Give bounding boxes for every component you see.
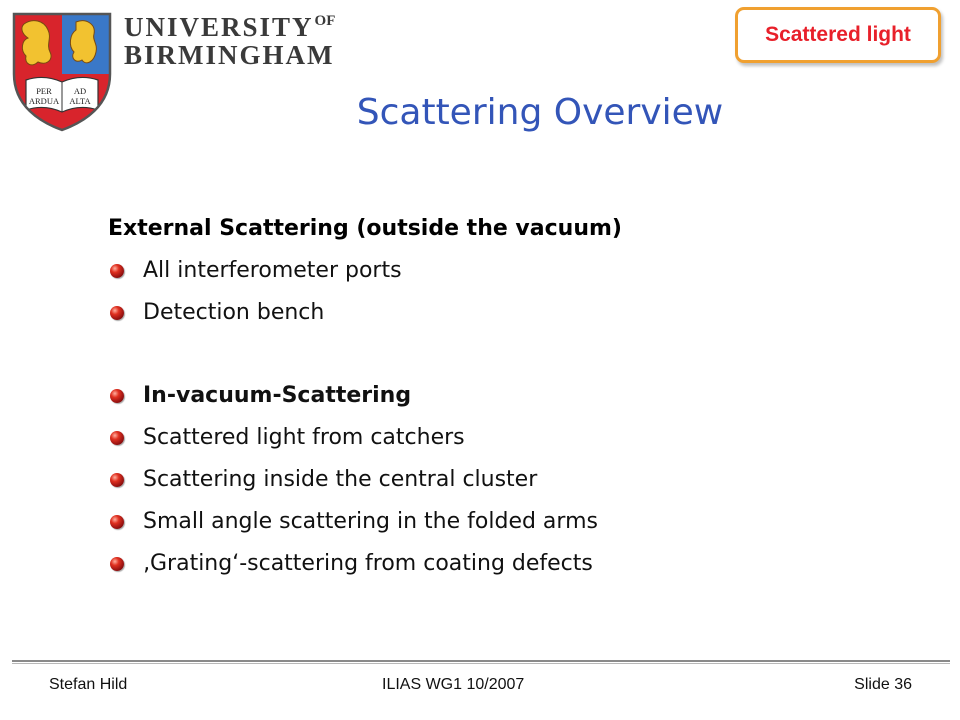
bullet-item	[108, 250, 928, 292]
bullet-item	[108, 501, 928, 543]
footer-slide-number: Slide 36	[854, 676, 912, 693]
bullet-item	[108, 459, 928, 501]
bullet-icon	[110, 264, 124, 278]
logo-of: OF	[314, 13, 336, 29]
footer-event: ILIAS WG1 10/2007	[382, 676, 525, 693]
crest-motto-right-1: AD	[73, 86, 87, 96]
bullet-text: All interferometer ports	[143, 258, 402, 283]
bullet-text: In-vacuum-Scattering	[143, 383, 412, 408]
university-crest-logo	[10, 10, 114, 132]
footer-divider	[12, 660, 950, 662]
bullet-icon	[110, 431, 124, 445]
bullet-text: Small angle scattering in the folded arms	[143, 509, 598, 534]
bullet-icon	[110, 473, 124, 487]
bullet-icon	[110, 306, 124, 320]
bullet-item	[108, 543, 928, 585]
crest-motto-left-2: ARDUA	[28, 96, 60, 106]
bullet-icon	[110, 557, 124, 571]
bullet-text: ‚Grating‘-scattering from coating defects	[143, 551, 593, 576]
bullet-text: Detection bench	[143, 300, 325, 325]
bullet-text: Scattered light from catchers	[143, 425, 465, 450]
crest-motto-left-1: PER	[36, 86, 52, 96]
footer-divider-shadow	[12, 663, 950, 664]
bullet-item	[108, 417, 928, 459]
logo-wordmark-line2: BIRMINGHAM	[124, 40, 335, 70]
bullet-item-heading	[108, 375, 928, 417]
crest-motto-right-2: ALTA	[69, 96, 91, 106]
bullet-icon	[110, 389, 124, 403]
bullet-text: Scattering inside the central cluster	[143, 467, 538, 492]
bullet-icon	[110, 515, 124, 529]
bullet-item	[108, 292, 928, 334]
section-heading: External Scattering (outside the vacuum)	[108, 216, 622, 241]
footer-author: Stefan Hild	[49, 676, 128, 693]
logo-wordmark-line1: $UNIVERSITY^{OF}$	[124, 12, 336, 42]
slide-content	[108, 208, 928, 585]
slide-title: Scattering Overview	[356, 92, 724, 133]
topic-tag: Scattered light	[735, 7, 941, 63]
